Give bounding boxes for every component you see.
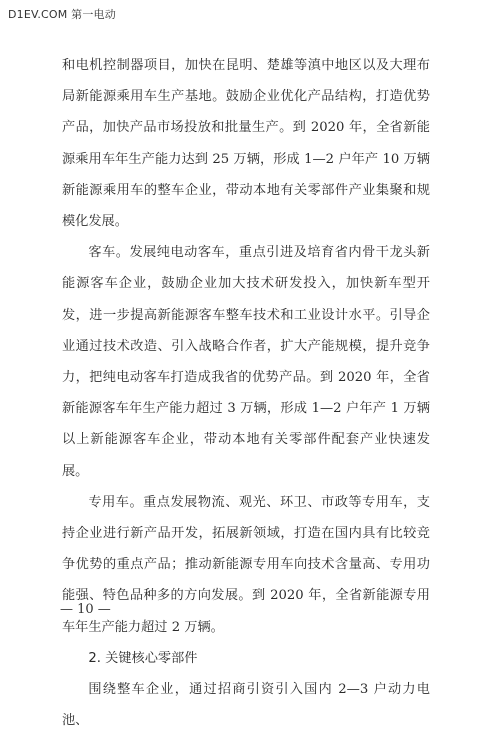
paragraph-components-start: 围绕整车企业，通过招商引资引入国内 2—3 户动力电池、	[62, 682, 430, 729]
paragraph-passenger-car-continued: 和电机控制器项目，加快在昆明、楚雄等滇中地区以及大理布局新能源乘用车生产基地。鼓励企业优化产品结构，打造优势产品，加快产品市场投放和批量生产。到 2020 年，全省新能源乘用车年生产能力达到 25 万辆，形成 1—2 户年产 10 万辆新能源乘用车的整车企业，带动本地有关零部件产业集聚和规模化发展。	[62, 58, 430, 230]
paragraph-special-vehicle: 专用车。重点发展物流、观光、环卫、市政等专用车，支持企业进行新产品开发，拓展新领域，打造在国内具有比较竞争优势的重点产品；推动新能源专用车向技术含量高、专用功能强、特色品种多的方向发展。到 2020 年，全省新能源专用车年生产能力超过 2 万辆。	[62, 494, 430, 635]
page-number: — 10 —	[60, 602, 111, 617]
section-heading-key-components: 2. 关键核心零部件	[88, 650, 198, 666]
paragraph-bus: 客车。发展纯电动客车，重点引进及培育省内骨干龙头新能源客车企业，鼓励企业加大技术研发投入，加快新车型开发，进一步提高新能源客车整车技术和工业设计水平。引导企业通过技术改造、引入战略合作者，扩大产能规模，提升竞争力，把纯电动客车打造成我省的优势产品。到 2020 年，全省新能源客车年生产能力超过 3 万辆，形成 1—2 户年产 1 万辆以上新能源客车企业，带动本地有关零部件配套产业快速发展。	[62, 245, 430, 479]
document-body	[62, 50, 430, 736]
watermark-text: D1EV.COM 第一电动	[8, 8, 116, 21]
